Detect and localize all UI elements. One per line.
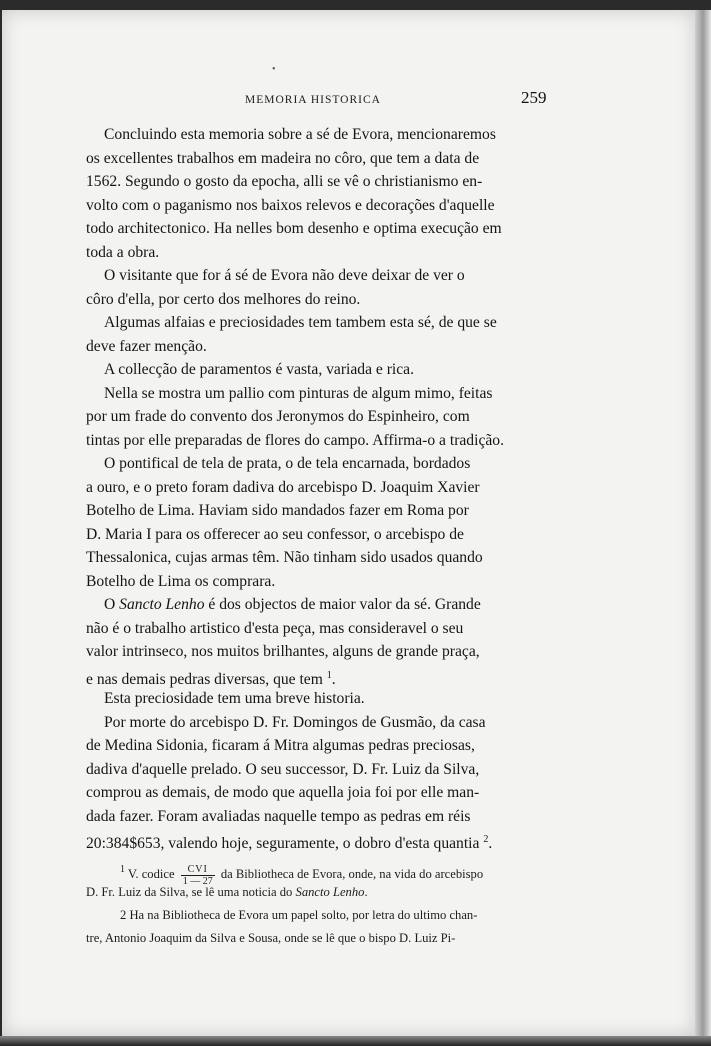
ink-speck: • [272,64,276,75]
text-line: 1562. Segundo o gosto da epocha, alli se vê o christianismo en- [86,173,483,190]
text-line: não é o trabalho artistico d'esta peça, mas consideravel o seu [86,619,464,637]
text-line: de Medina Sidonia, ficaram á Mitra algumas pedras preciosas, [86,737,475,754]
text-line: Esta preciosidade tem uma breve historia. [104,690,365,707]
text-line: todo architectonico. Ha nelles bom desenho e optima execução em [86,220,502,237]
footnote-ref: 1 [326,669,332,681]
main-text [86,123,566,852]
footnote-1-line [86,881,576,904]
footnote-1-line [86,858,576,887]
text-line [86,828,566,852]
text-line [86,664,566,688]
text-line: por um frade do convento dos Jeronymos do Espinheiro, com [86,408,470,425]
page-number: 259 [521,88,547,107]
text-line: toda a obra. [86,243,160,261]
text-line: Algumas alfaias e preciosidades tem tambem esta sé, de que se [104,314,497,331]
footnote-2-line: 2 Ha na Bibliotheca de Evora um papel solto, por letra do ultimo chan- [120,908,478,922]
text-line: dadiva d'aquelle prelado. O seu successor, D. Fr. Luiz da Silva, [86,760,480,778]
text-run: 20:384$653, valendo hoje, seguramente, o dobro d'esta quantia [86,835,480,852]
page-header [2,88,695,112]
italic-title: Sancto Lenho [119,596,205,613]
text-run: é dos objectos de maior valor da sé. Grande [204,596,481,613]
text-line: Por morte do arcebispo D. Fr. Domingos de Gusmão, da casa [104,713,486,731]
text-run: e nas demais pedras diversas, que tem [86,670,323,688]
footnotes [86,858,576,950]
page-edge-right [695,10,711,1036]
text-line: Botelho de Lima os comprara. [86,572,276,590]
fraction-numerator: CVI [181,864,215,876]
text-line: deve fazer menção. [86,337,207,355]
text-line: O visitante que for á sé de Evora não deve deixar de ver o [104,267,465,284]
text-line: Thessalonica, cujas armas têm. Não tinham sido usados quando [86,549,483,566]
text-run: . [488,835,493,852]
text-line: Concluindo esta memoria sobre a sé de Evora, mencionaremos [104,126,496,143]
text-line: Nella se mostra um pallio com pinturas de algum mimo, feitas [104,384,493,402]
text-line: A collecção de paramentos é vasta, variada e rica. [104,361,414,378]
text-run: da Bibliotheca de Evora, onde, na vida do arcebispo [220,867,484,881]
text-run: D. Fr. Luiz da Silva, se lê uma noticia do [86,885,296,899]
text-line: a ouro, e o preto foram dadiva do arcebispo D. Joaquim Xavier [86,478,480,496]
text-run: . [364,885,368,899]
text-line: os excellentes trabalhos em madeira no côro, que tem a data de [86,149,480,167]
footnote-ref: 2 [483,834,489,845]
text-line: tintas por elle preparadas de flores do campo. Affirma-o a tradição. [86,431,504,449]
text-line [86,593,566,617]
text-run: O [104,596,120,613]
text-line: côro d'ella, por certo dos melhores do reino. [86,290,361,308]
book-page [2,10,695,1036]
text-line: Botelho de Lima. Haviam sido mandados fazer em Roma por [86,502,469,519]
text-line: volto com o paganismo nos baixos relevos e decorações d'aquelle [86,196,495,214]
text-run: . [331,670,336,688]
text-run: V. codice [127,867,175,881]
text-line: comprou as demais, de modo que aquella joia foi por elle man- [86,784,480,801]
fraction-denominator: 1 — 27 [182,875,213,887]
italic-title: Sancto Lenho [295,885,365,899]
running-head: MEMORIA HISTORICA [245,94,381,106]
text-line: D. Maria I para os offerecer ao seu confessor, o arcebispo de [86,525,464,543]
text-line: O pontifical de tela de prata, o de tela encarnada, bordados [104,455,471,472]
page-edge-bottom [0,1036,711,1046]
footnote-2-line: tre, Antonio Joaquim da Silva e Sousa, onde se lê que o bispo D. Luiz Pi- [86,931,456,945]
text-line: valor intrinseco, nos muitos brilhantes, alguns de grande praça, [86,643,480,660]
footnote-marker: 1 [120,864,125,875]
text-line: dada fazer. Foram avaliadas naquelle tempo as pedras em réis [86,807,471,825]
